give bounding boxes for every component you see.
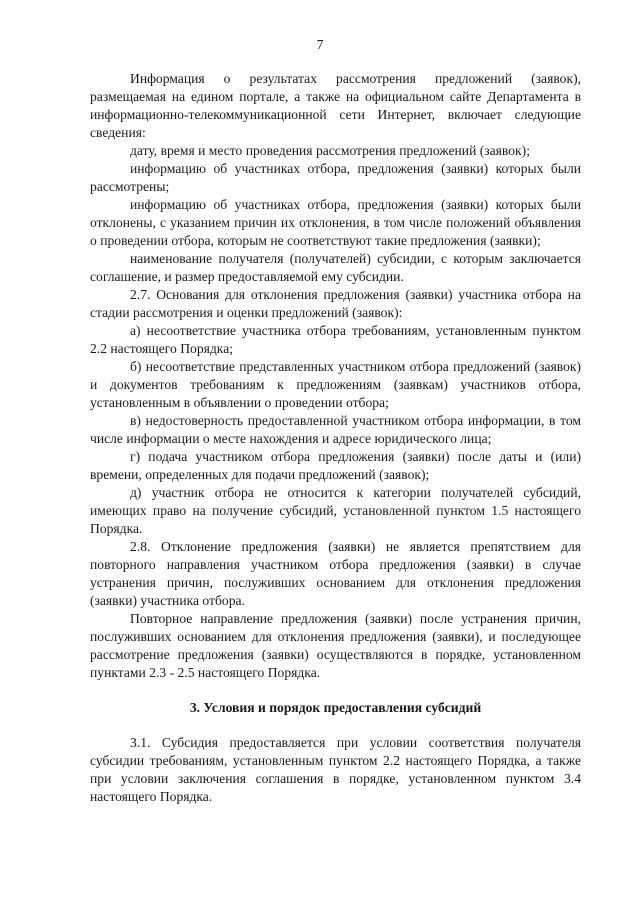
paragraph: б) несоответствие представленных участником отбора предложений (заявок) и документов требованиям к предложениям (заявкам) участников отбора, установленным в объявлении о проведении отбора; <box>90 359 581 410</box>
paragraph: д) участник отбора не относится к категории получателей субсидий, имеющих право на получение субсидий, установленной пунктом 1.5 настоящего Порядка. <box>90 485 581 536</box>
paragraph: Информация о результатах рассмотрения предложений (заявок), размещаемая на едином портале, а также на официальном сайте Департамента в информационно-телекоммуникационной сети Интернет, включает следующие сведения: <box>90 71 581 140</box>
paragraph: Повторное направление предложения (заявки) после устранения причин, послуживших основанием для отклонения предложения (заявки), и последующее рассмотрение предложения (заявки) осуществляются в порядке, установленном пунктами 2.3 - 2.5 настоящего Порядка. <box>90 611 581 680</box>
paragraph: а) несоответствие участника отбора требованиям, установленным пунктом 2.2 настоящего Порядка; <box>90 323 581 356</box>
paragraph: 2.7. Основания для отклонения предложения (заявки) участника отбора на стадии рассмотрения и оценки предложений (заявок): <box>90 287 581 320</box>
paragraph: информацию об участниках отбора, предложения (заявки) которых были отклонены, с указанием причин их отклонения, в том числе положений объявления о проведении отбора, которым не соответствуют такие предложения (заявки); <box>90 197 581 248</box>
document-body <box>90 70 581 806</box>
section-heading: 3. Условия и порядок предоставления субсидий <box>189 700 482 715</box>
paragraph: информацию об участниках отбора, предложения (заявки) которых были рассмотрены; <box>90 161 581 194</box>
paragraph: 3.1. Субсидия предоставляется при условии соответствия получателя субсидии требованиям, установленным пунктом 2.2 настоящего Порядка, а также при условии заключения соглашения в порядке, установленном пунктом 3.4 настоящего Порядка. <box>90 735 581 804</box>
page-number: 7 <box>316 37 324 52</box>
paragraph: 2.8. Отклонение предложения (заявки) не является препятствием для повторного направления участником отбора предложения (заявки) в случае устранения причин, послуживших основанием для отклонения предложения (заявки) участника отбора. <box>90 539 581 608</box>
paragraph: в) недостоверность предоставленной участником отбора информации, в том числе информации о месте нахождения и адресе юридического лица; <box>90 413 581 446</box>
paragraph: г) подача участником отбора предложения (заявки) после даты и (или) времени, определенных для подачи предложений (заявок); <box>90 449 581 482</box>
paragraph: дату, время и место проведения рассмотрения предложений (заявок); <box>130 143 530 158</box>
paragraph: наименование получателя (получателей) субсидии, с которым заключается соглашение, и размер предоставляемой ему субсидии. <box>90 251 581 284</box>
